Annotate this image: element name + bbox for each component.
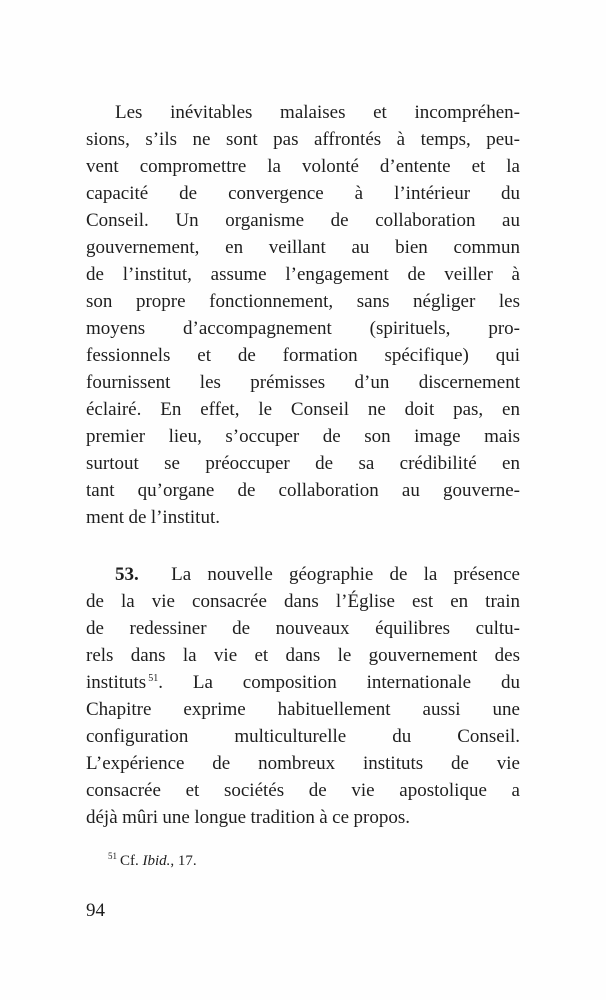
text-line xyxy=(86,750,520,777)
body-paragraphs xyxy=(86,99,520,831)
text-segment: 53. xyxy=(115,564,139,585)
paragraph-1 xyxy=(86,99,520,531)
text-segment: Cf. xyxy=(120,853,143,869)
text-line xyxy=(86,615,520,642)
text-line xyxy=(86,126,520,153)
text-segment: . La composition internationale du xyxy=(158,672,520,693)
text-segment: fessionnels et de formation spécifique) qui xyxy=(86,345,520,366)
text-line xyxy=(86,342,520,369)
footnote-reference: 51 xyxy=(148,672,159,684)
text-segment: de redessiner de nouveaux équilibres cultu- xyxy=(86,618,520,639)
text-segment: ment de l’institut. xyxy=(86,507,220,528)
page-body xyxy=(86,99,520,870)
text-segment: instituts xyxy=(86,672,147,693)
text-line xyxy=(86,99,520,126)
text-segment: premier lieu, s’occuper de son image mais xyxy=(86,426,520,447)
text-line xyxy=(86,234,520,261)
text-segment: L’expérience de nombreux instituts de vie xyxy=(86,753,520,774)
text-segment: de la vie consacrée dans l’Église est en train xyxy=(86,591,520,612)
text-line xyxy=(86,396,520,423)
text-line xyxy=(86,669,520,696)
text-segment: de l’institut, assume l’engagement de veiller à xyxy=(86,264,520,285)
text-line xyxy=(86,369,520,396)
text-segment: fournissent les prémisses d’un discernement xyxy=(86,372,520,393)
text-line xyxy=(86,207,520,234)
footnote xyxy=(86,852,520,870)
text-line xyxy=(86,804,520,831)
paragraph-2 xyxy=(86,561,520,831)
text-line xyxy=(86,588,520,615)
text-segment: consacrée et sociétés de vie apostolique a xyxy=(86,780,520,801)
text-line xyxy=(86,261,520,288)
text-segment: moyens d’accompagnement (spirituels, pro- xyxy=(86,318,520,339)
text-segment: déjà mûri une longue tradition à ce propos. xyxy=(86,807,410,828)
text-segment: Conseil. Un organisme de collaboration au xyxy=(86,210,520,231)
text-segment: son propre fonctionnement, sans négliger les xyxy=(86,291,520,312)
text-segment: sions, s’ils ne sont pas affrontés à temps, peu- xyxy=(86,129,520,150)
text-line xyxy=(86,153,520,180)
text-segment: La nouvelle géographie de la présence xyxy=(138,564,520,585)
text-line xyxy=(86,288,520,315)
text-line xyxy=(86,723,520,750)
text-segment: éclairé. En effet, le Conseil ne doit pas, en xyxy=(86,399,520,420)
text-line xyxy=(86,642,520,669)
page-number: 94 xyxy=(86,900,105,921)
text-line xyxy=(86,450,520,477)
text-segment: capacité de convergence à l’intérieur du xyxy=(86,183,520,204)
text-segment: surtout se préoccuper de sa crédibilité en xyxy=(86,453,520,474)
text-line xyxy=(86,477,520,504)
text-line xyxy=(86,504,520,531)
text-segment: , 17. xyxy=(170,853,197,869)
text-line xyxy=(86,561,520,588)
text-segment: gouvernement, en veillant au bien commun xyxy=(86,237,520,258)
text-line xyxy=(86,696,520,723)
text-segment: Ibid. xyxy=(142,853,171,869)
text-segment: Les inévitables malaises et incompréhen- xyxy=(115,102,520,123)
text-line xyxy=(86,180,520,207)
text-segment: tant qu’organe de collaboration au gouverne- xyxy=(86,480,520,501)
text-segment: vent compromettre la volonté d’entente et la xyxy=(86,156,520,177)
text-segment: Chapitre exprime habituellement aussi une xyxy=(86,699,520,720)
text-segment: configuration multiculturelle du Conseil. xyxy=(86,726,520,747)
footnote-reference: 51 xyxy=(108,851,117,861)
text-line xyxy=(86,423,520,450)
text-line xyxy=(86,777,520,804)
text-segment: rels dans la vie et dans le gouvernement des xyxy=(86,645,520,666)
text-line xyxy=(86,315,520,342)
